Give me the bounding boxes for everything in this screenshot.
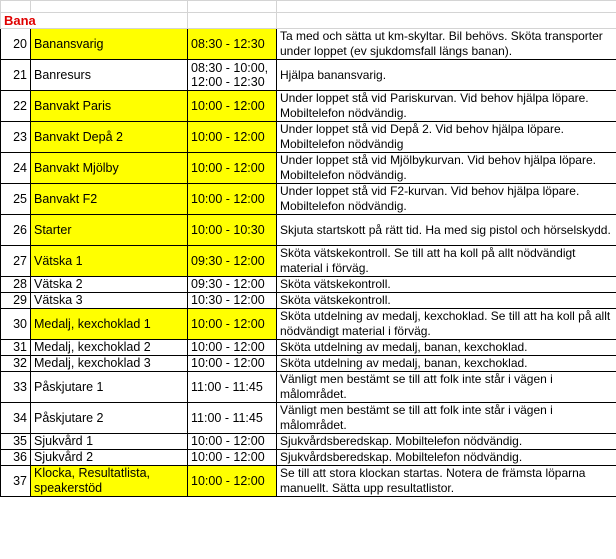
time-cell[interactable]: 10:00 - 12:00 [188,356,277,372]
table-row [1,372,616,403]
row-number-cell[interactable]: 37 [1,466,31,497]
role-cell[interactable]: Vätska 1 [31,246,188,277]
row-number-cell[interactable]: 22 [1,91,31,122]
table-row [1,309,616,340]
cell[interactable] [31,1,188,13]
row-number-cell[interactable]: 35 [1,434,31,450]
row-number-cell[interactable]: 31 [1,340,31,356]
time-cell[interactable]: 09:30 - 12:00 [188,277,277,293]
table-row [1,450,616,466]
role-cell[interactable]: Banvakt Depå 2 [31,122,188,153]
role-cell[interactable]: Medalj, kexchoklad 2 [31,340,188,356]
description-cell[interactable]: Sjukvårdsberedskap. Mobiltelefon nödvändig. [277,434,616,450]
table-row [1,215,616,246]
time-cell[interactable]: 10:00 - 12:00 [188,434,277,450]
role-cell[interactable]: Banvakt F2 [31,184,188,215]
description-cell[interactable]: Under loppet stå vid F2-kurvan. Vid behov hjälpa löpare. Mobiltelefon nödvändig. [277,184,616,215]
description-cell[interactable]: Under loppet stå vid Pariskurvan. Vid behov hjälpa löpare. Mobiltelefon nödvändig. [277,91,616,122]
description-cell[interactable]: Se till att stora klockan startas. Notera de främsta löparna manuellt. Sätta upp resultatlistor. [277,466,616,497]
cell[interactable] [277,1,616,13]
time-cell[interactable]: 10:00 - 12:00 [188,91,277,122]
row-number-cell[interactable]: 24 [1,153,31,184]
time-cell[interactable]: 10:00 - 10:30 [188,215,277,246]
row-number-cell[interactable]: 32 [1,356,31,372]
time-cell[interactable]: 10:00 - 12:00 [188,450,277,466]
row-number-cell[interactable]: 33 [1,372,31,403]
role-cell[interactable]: Banvakt Paris [31,91,188,122]
role-cell[interactable]: Klocka, Resultatlista, speakerstöd [31,466,188,497]
cell[interactable] [277,13,616,29]
role-cell[interactable]: Vätska 3 [31,293,188,309]
time-cell[interactable]: 08:30 - 12:30 [188,29,277,60]
description-cell[interactable]: Under loppet stå vid Depå 2. Vid behov hjälpa löpare. Mobiltelefon nödvändig [277,122,616,153]
table-row [1,403,616,434]
description-cell[interactable]: Ta med och sätta ut km-skyltar. Bil behövs. Sköta transporter under loppet (ev sjukdomsfall längs banan). [277,29,616,60]
time-cell[interactable]: 10:00 - 12:00 [188,466,277,497]
blank-row [1,1,616,13]
role-cell[interactable]: Påskjutare 1 [31,372,188,403]
table-row [1,466,616,497]
description-cell[interactable]: Vänligt men bestämt se till att folk inte står i vägen i målområdet. [277,403,616,434]
time-cell[interactable]: 10:00 - 12:00 [188,122,277,153]
description-cell[interactable]: Under loppet stå vid Mjölbykurvan. Vid behov hjälpa löpare. Mobiltelefon nödvändig. [277,153,616,184]
row-number-cell[interactable]: 27 [1,246,31,277]
role-cell[interactable]: Vätska 2 [31,277,188,293]
row-number-cell[interactable]: 23 [1,122,31,153]
time-cell[interactable]: 11:00 - 11:45 [188,403,277,434]
table-row [1,340,616,356]
table-row [1,153,616,184]
description-cell[interactable]: Sköta utdelning av medalj, kexchoklad. Se till att ha koll på allt nödvändigt material i förväg. [277,309,616,340]
time-cell[interactable]: 10:30 - 12:00 [188,293,277,309]
row-number-cell[interactable]: 30 [1,309,31,340]
table-row [1,246,616,277]
time-cell[interactable]: 11:00 - 11:45 [188,372,277,403]
description-cell[interactable]: Sköta vätskekontroll. [277,277,616,293]
row-number-cell[interactable]: 26 [1,215,31,246]
table-row [1,91,616,122]
role-cell[interactable]: Medalj, kexchoklad 1 [31,309,188,340]
role-cell[interactable]: Banresurs [31,60,188,91]
description-cell[interactable]: Sköta vätskekontroll. Se till att ha koll på allt nödvändigt material i förväg. [277,246,616,277]
table-row [1,277,616,293]
description-cell[interactable]: Sköta utdelning av medalj, banan, kexchoklad. [277,356,616,372]
cell[interactable] [188,1,277,13]
table-row [1,356,616,372]
role-cell[interactable]: Påskjutare 2 [31,403,188,434]
time-cell[interactable]: 10:00 - 12:00 [188,309,277,340]
table-row [1,60,616,91]
time-cell[interactable]: 08:30 - 10:00, 12:00 - 12:30 [188,60,277,91]
cell[interactable] [188,13,277,29]
time-cell[interactable]: 09:30 - 12:00 [188,246,277,277]
row-number-cell[interactable]: 34 [1,403,31,434]
description-cell[interactable]: Skjuta startskott på rätt tid. Ha med sig pistol och hörselskydd. [277,215,616,246]
row-number-cell[interactable]: 21 [1,60,31,91]
section-title[interactable]: Bana [1,13,188,29]
role-cell[interactable]: Starter [31,215,188,246]
table-row [1,122,616,153]
time-cell[interactable]: 10:00 - 12:00 [188,153,277,184]
section-header-row [1,13,616,29]
role-cell[interactable]: Banansvarig [31,29,188,60]
row-number-cell[interactable]: 20 [1,29,31,60]
table-row [1,434,616,450]
cell[interactable] [1,1,31,13]
table-row [1,184,616,215]
row-number-cell[interactable]: 28 [1,277,31,293]
time-cell[interactable]: 10:00 - 12:00 [188,340,277,356]
role-cell[interactable]: Medalj, kexchoklad 3 [31,356,188,372]
table-row [1,29,616,60]
description-cell[interactable]: Sköta utdelning av medalj, banan, kexchoklad. [277,340,616,356]
description-cell[interactable]: Sköta vätskekontroll. [277,293,616,309]
row-number-cell[interactable]: 29 [1,293,31,309]
description-cell[interactable]: Sjukvårdsberedskap. Mobiltelefon nödvändig. [277,450,616,466]
role-cell[interactable]: Sjukvård 2 [31,450,188,466]
time-cell[interactable]: 10:00 - 12:00 [188,184,277,215]
table-row [1,293,616,309]
description-cell[interactable]: Vänligt men bestämt se till att folk inte står i vägen i målområdet. [277,372,616,403]
role-cell[interactable]: Sjukvård 1 [31,434,188,450]
description-cell[interactable]: Hjälpa banansvarig. [277,60,616,91]
row-number-cell[interactable]: 25 [1,184,31,215]
role-cell[interactable]: Banvakt Mjölby [31,153,188,184]
row-number-cell[interactable]: 36 [1,450,31,466]
